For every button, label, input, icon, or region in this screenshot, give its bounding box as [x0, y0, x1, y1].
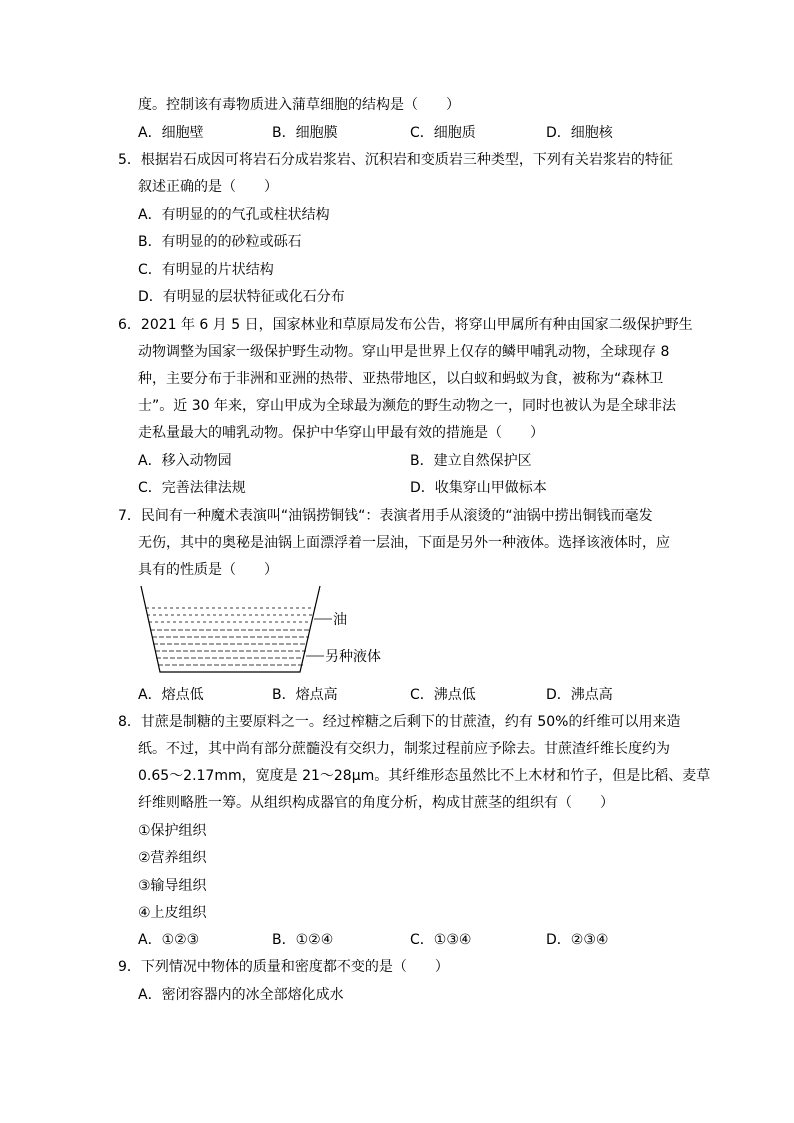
q6-stem-line-2: 动物调整为国家一级保护野生动物。穿山甲是世界上仅存的鳞甲哺乳动物，全球现存 8 [138, 344, 670, 360]
q8-item-3: ③输导组织 [138, 878, 207, 894]
q5-option-c: C．有明显的片状结构 [138, 262, 274, 278]
q7-stem-line-1: 7．民间有一种魔术表演叫“油锅捞铜钱“：表演者用手从滚烫的“油锅中捞出铜钱而毫发 [118, 508, 653, 524]
q8-option-c: C．①③④ [410, 932, 472, 948]
q5-option-b: B．有明显的的砂粒或砾石 [138, 234, 302, 250]
q8-stem-line-3: 0.65～2.17mm，宽度是 21～28μm。其纤维形态虽然比不上木材和竹子，但是比稻、麦草 [138, 768, 711, 784]
q5-option-d: D．有明显的层状特征或化石分布 [138, 289, 345, 305]
q6-stem-line-5: 走私量最大的哺乳动物。保护中华穿山甲最有效的措施是（ ） [138, 425, 544, 441]
q8-stem-line-1: 8．甘蔗是制糖的主要原料之一。经过榨糖之后剩下的甘蔗渣，约有 50%的纤维可以用来造 [118, 714, 681, 730]
q9-stem-line-1: 9．下列情况中物体的质量和密度都不变的是（ ） [118, 959, 449, 975]
q6-stem-line-3: 种，主要分布于非洲和亚洲的热带、亚热带地区，以白蚁和蚂蚁为食，被称为“森林卫 [138, 371, 664, 387]
q6-option-d: D．收集穿山甲做标本 [410, 480, 547, 496]
q8-item-4: ④上皮组织 [138, 905, 207, 921]
q7-option-c: C．沸点低 [410, 687, 476, 703]
oil-pot-figure [138, 584, 398, 676]
q4-stem: 度。控制该有毒物质进入蒲草细胞的结构是（ ） [138, 97, 460, 113]
q6-option-c: C．完善法律法规 [138, 480, 246, 496]
q8-stem-line-4: 纤维则略胜一筹。从组织构成器官的角度分析，构成甘蔗茎的组织有（ ） [138, 795, 614, 811]
container-outline [141, 586, 320, 672]
oil-layer [146, 608, 315, 622]
q7-option-b: B．熔点高 [272, 687, 338, 703]
q4-option-c: C．细胞质 [410, 125, 476, 141]
q5-option-a: A．有明显的的气孔或柱状结构 [138, 207, 330, 223]
q8-item-1: ①保护组织 [138, 823, 207, 839]
q4-option-d: D．细胞核 [546, 125, 613, 141]
q7-stem-line-2: 无伤，其中的奥秘是油锅上面漂浮着一层油，下面是另外一种液体。选择该液体时，应 [138, 535, 670, 551]
other-liquid-layer [150, 630, 310, 665]
q8-option-b: B．①②④ [272, 932, 334, 948]
q8-option-a: A．①②③ [138, 932, 200, 948]
q5-stem-line-1: 5．根据岩石成因可将岩石分成岩浆岩、沉积岩和变质岩三种类型，下列有关岩浆岩的特征 [118, 152, 673, 168]
q8-stem-line-2: 纸。不过，其中尚有部分蔗髓没有交织力，制浆过程前应予除去。甘蔗渣纤维长度约为 [138, 741, 670, 757]
q7-option-a: A．熔点低 [138, 687, 204, 703]
q7-stem-line-3: 具有的性质是（ ） [138, 562, 278, 578]
q8-item-2: ②营养组织 [138, 850, 207, 866]
q6-option-a: A．移入动物园 [138, 453, 232, 469]
q6-option-b: B．建立自然保护区 [410, 453, 532, 469]
q8-option-d: D．②③④ [546, 932, 609, 948]
q4-option-b: B．细胞膜 [272, 125, 338, 141]
q4-option-a: A．细胞壁 [138, 125, 204, 141]
q6-stem-line-1: 6．2021 年 6 月 5 日，国家林业和草原局发布公告，将穿山甲属所有种由国家二级保护野生 [118, 317, 693, 333]
q7-option-d: D．沸点高 [546, 687, 613, 703]
q5-stem-line-2: 叙述正确的是（ ） [138, 179, 278, 195]
other-liquid-label: 另种液体 [325, 649, 381, 665]
q6-stem-line-4: 士”。近 30 年来，穿山甲成为全球最为濒危的野生动物之一，同时也被认为是全球非法 [138, 398, 676, 414]
oil-label: 油 [333, 612, 347, 628]
q9-option-a: A．密闭容器内的冰全部熔化成水 [138, 987, 344, 1003]
